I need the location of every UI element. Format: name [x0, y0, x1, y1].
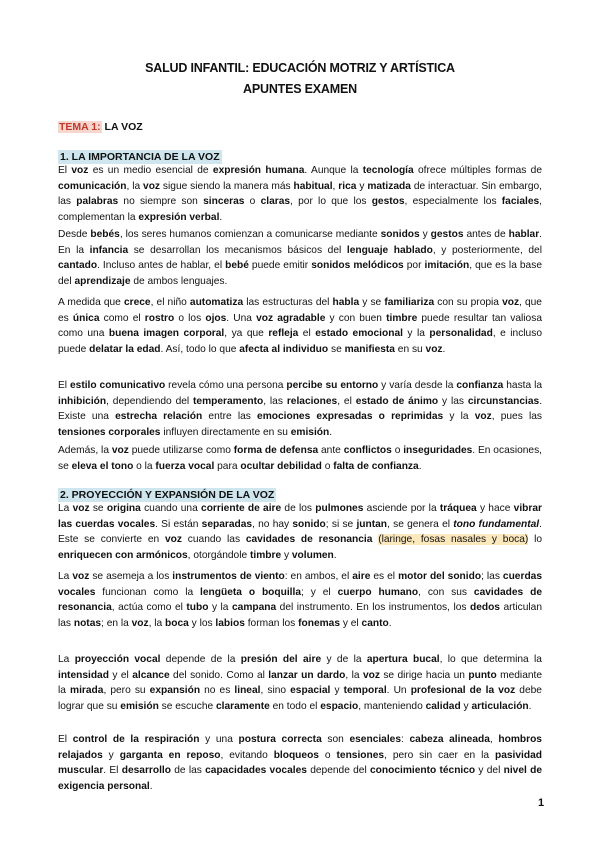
tema-title: LA VOZ	[101, 121, 143, 133]
text-run: , la	[126, 180, 144, 192]
text-run: .	[528, 700, 532, 712]
tema-heading	[58, 121, 143, 133]
text-run: . Existe una	[58, 395, 543, 423]
bold-term: percibe su entorno	[286, 380, 379, 391]
text-run: ofrece múltiples formas de	[413, 165, 542, 176]
text-run: de interactuar. Sin embargo, las	[58, 180, 542, 208]
bold-term: pulmones	[315, 503, 364, 514]
paragraph	[58, 443, 542, 474]
text-run: cuando una	[140, 503, 202, 514]
bold-term: aire	[352, 571, 371, 582]
text-run: y el	[340, 617, 362, 629]
bold-term: única	[72, 312, 100, 324]
bold-term: circunstancias	[467, 395, 540, 407]
bold-term: sinceras	[203, 196, 245, 208]
text-run: , pero sin caer en la	[384, 749, 495, 761]
text-run: , manteniendo	[358, 700, 426, 712]
text-run: , el	[337, 395, 356, 407]
bold-term: lenguaje hablado	[346, 244, 433, 256]
section-2-body	[58, 501, 542, 563]
section-1-body-5	[58, 443, 542, 474]
bold-term: instrumentos de viento	[172, 571, 285, 582]
bold-term: imitación	[424, 260, 470, 272]
text-run: del sonido. Como al	[169, 669, 269, 681]
document-subtitle: APUNTES EXAMEN	[243, 82, 357, 96]
text-run: y una	[199, 734, 239, 745]
text-run: .	[219, 211, 223, 223]
section-1-body-3	[58, 295, 542, 357]
bold-term: cavidades de resonancia	[58, 586, 542, 614]
text-run: El	[58, 380, 70, 391]
text-run: . Este se convierte en	[58, 518, 542, 546]
bold-term: estado emocional	[315, 328, 403, 340]
bold-term: voz agradable	[256, 312, 326, 324]
section-1-body-2	[58, 227, 542, 289]
bold-term: tensiones	[336, 749, 385, 761]
bold-term: claramente	[216, 700, 270, 712]
text-run: en todo el	[269, 700, 321, 712]
text-run: , e incluso puede	[58, 328, 542, 355]
text-run: antes de	[463, 229, 509, 240]
bold-term: aprendizaje	[74, 275, 131, 287]
paragraph	[58, 227, 542, 289]
bold-term: postura correcta	[238, 734, 322, 745]
bold-term: labios	[215, 617, 245, 629]
text-run: influyen directamente en su	[160, 426, 291, 438]
bold-term: origina	[106, 503, 141, 514]
bold-term: separadas	[201, 518, 253, 530]
text-run: se	[89, 503, 107, 514]
bold-term: eleva el tono	[71, 460, 134, 472]
text-run: , evitando	[220, 749, 274, 761]
text-run: , pero su	[103, 685, 150, 697]
bold-term: expresión verbal	[138, 211, 220, 223]
bold-term: voz	[425, 343, 443, 355]
text-run: y	[330, 685, 344, 697]
bold-term: hablar	[508, 229, 540, 240]
bold-term: canto	[361, 617, 389, 629]
text-run: o	[318, 749, 337, 761]
text-run: y el	[108, 669, 133, 681]
text-run: y	[281, 549, 292, 561]
text-run: de ambos lenguajes.	[130, 275, 228, 287]
bold-term: voz	[143, 180, 161, 192]
bold-term: pasividad muscular	[58, 749, 542, 777]
text-run: , se genera el	[387, 518, 454, 530]
bold-term: rostro	[144, 312, 175, 324]
text-run: El	[58, 165, 72, 176]
text-run: ; y el	[301, 586, 338, 598]
text-run: , los seres humanos comienzan a comunicarse mediante	[119, 229, 381, 240]
bold-term: cabeza alineada	[409, 734, 490, 745]
text-run: como el	[99, 312, 145, 324]
text-run: La	[58, 571, 73, 582]
bold-term: juntan	[356, 518, 388, 530]
bold-term: campana	[231, 602, 277, 614]
bold-term: voz	[71, 165, 89, 176]
bold-term: conocimiento técnico	[369, 765, 476, 777]
bold-term: enriquecen con armónicos	[58, 549, 188, 561]
text-run: y la	[402, 328, 430, 340]
text-run: mediante la	[58, 669, 543, 697]
text-run: y hace	[476, 503, 514, 514]
text-run: .	[388, 617, 392, 629]
text-run: : en ambos, el	[284, 571, 353, 582]
text-run: revela cómo una persona	[165, 380, 287, 391]
text-run: forman los	[244, 617, 299, 629]
text-run: y	[102, 749, 120, 761]
bold-term: dedos	[469, 602, 500, 614]
text-run: ; si se	[325, 518, 357, 530]
bold-term: vibrar las cuerdas vocales	[58, 503, 542, 530]
bold-term: fuerza vocal	[155, 460, 215, 472]
text-run: ,	[332, 180, 339, 192]
text-run: , las	[263, 395, 287, 407]
paragraph	[58, 732, 542, 794]
text-run: ante	[318, 445, 344, 456]
bold-term: lanzar un dardo	[268, 669, 346, 681]
text-run: .	[149, 780, 153, 792]
bold-term: familiariza	[384, 297, 435, 308]
text-run: , el niño	[150, 297, 190, 308]
text-run: , pues las	[491, 411, 542, 423]
section-1-title: 1. LA IMPORTANCIA DE LA VOZ	[60, 151, 220, 163]
text-run: lo	[528, 534, 542, 546]
bold-term: matizada	[367, 180, 411, 192]
bold-term: corriente de aire	[201, 503, 282, 514]
paragraph	[58, 569, 542, 631]
bold-term: cavidades de resonancia	[245, 534, 373, 546]
paragraph	[58, 501, 542, 563]
bold-term: expansión	[149, 685, 201, 697]
section-heading-1	[58, 151, 222, 163]
text-run: es un medio esencial de	[88, 165, 213, 176]
section-1-body-4	[58, 378, 542, 440]
bold-term: bloqueos	[273, 749, 319, 761]
bold-term: ocultar debilidad	[240, 460, 322, 472]
bold-term: fonemas	[298, 617, 341, 629]
text-run: Desde	[58, 229, 91, 240]
text-run: depende de la	[160, 654, 241, 665]
bold-term: voz	[72, 503, 90, 514]
bold-term: gestos	[371, 196, 405, 208]
bold-term: delatar la edad	[89, 343, 161, 355]
bold-term: bebés	[90, 229, 120, 240]
text-run: ; las	[481, 571, 503, 582]
bold-term: hombros relajados	[58, 734, 542, 761]
text-run: del instrumento. En los instrumentos, los	[276, 602, 470, 614]
bold-term: voz	[502, 297, 520, 308]
bold-term: voz	[362, 669, 380, 681]
bold-term: automatiza	[189, 297, 244, 308]
text-run: se dirige hacia un	[379, 669, 469, 681]
section-2-body-3	[58, 652, 542, 714]
bold-term: sonidos melódicos	[311, 260, 404, 272]
text-run: funcionan como la	[95, 586, 201, 598]
section-2-body-4	[58, 732, 542, 794]
bold-term: cuerpo humano	[337, 586, 419, 598]
bold-term: capacidades vocales	[205, 765, 307, 777]
tema-label: TEMA 1:	[59, 121, 101, 133]
text-run: y la	[443, 411, 475, 423]
bold-term: volumen	[291, 549, 334, 561]
bold-term: habla	[332, 297, 360, 308]
bold-term: habitual	[293, 180, 333, 192]
text-run: y la	[208, 602, 232, 614]
text-run: debe lograr que su	[58, 685, 542, 712]
text-run: y se	[359, 297, 385, 308]
bold-term: alcance	[132, 669, 170, 681]
text-run: , sino	[260, 685, 291, 697]
bold-term: lineal	[234, 685, 261, 697]
bold-term: articulación	[471, 700, 529, 712]
paragraph	[58, 378, 542, 440]
bold-term: calidad	[425, 700, 461, 712]
bold-term: espacial	[290, 685, 331, 697]
text-run: son	[321, 734, 350, 745]
text-run: , y posteriormente, del	[432, 244, 542, 256]
bold-term: tubo	[186, 602, 209, 614]
text-run: y los	[188, 617, 216, 629]
bold-term: garganta en reposo	[119, 749, 221, 761]
text-run: , por lo que los	[290, 196, 372, 208]
section-2-title: 2. PROYECCIÓN Y EXPANSIÓN DE LA VOZ	[60, 489, 275, 501]
bold-term: voz	[165, 534, 182, 546]
bold-term: control de la respiración	[72, 734, 200, 745]
bold-term: estado de ánimo	[355, 395, 439, 407]
text-run: .	[418, 460, 422, 472]
text-run: La	[58, 503, 73, 514]
text-run: las estructuras del	[243, 297, 333, 308]
text-run: y de la	[321, 654, 367, 665]
document-title: SALUD INFANTIL: EDUCACIÓN MOTRIZ Y ARTÍSTICA	[145, 61, 455, 75]
bold-term: esenciales	[349, 734, 402, 745]
bold-term: inhibición	[58, 395, 107, 407]
bold-term: cantado	[58, 260, 98, 272]
text-run: , actúa como el	[111, 602, 187, 614]
text-run: , la	[345, 669, 363, 681]
text-run: , con sus	[418, 586, 474, 598]
bold-term: timbre	[249, 549, 282, 561]
text-run: es el	[370, 571, 399, 582]
text-run: o	[321, 460, 334, 472]
page-number: 1	[538, 797, 545, 809]
text-run: , que es la base del	[58, 260, 542, 287]
bold-term: lengüeta o boquilla	[200, 586, 302, 598]
bold-term: presión del aire	[240, 654, 322, 665]
text-run: para	[214, 460, 241, 472]
bold-term: cuerdas vocales	[58, 571, 542, 598]
text-run: y	[460, 700, 472, 712]
bold-term: rica	[338, 180, 357, 192]
text-run: o los	[174, 312, 206, 324]
section-1-body	[58, 163, 542, 225]
bold-term: timbre	[386, 312, 418, 324]
text-run: , ya que	[224, 328, 269, 340]
bold-term: palabras	[76, 196, 119, 208]
text-run: articulan las	[58, 602, 542, 629]
text-run: por	[403, 260, 425, 272]
text-run: se	[328, 343, 345, 355]
text-run: y las	[438, 395, 468, 407]
paragraph	[58, 163, 542, 225]
text-run: , no hay	[252, 518, 293, 530]
bold-term: ojos	[205, 312, 227, 324]
text-run: depende del	[306, 765, 370, 777]
text-run: de los	[281, 503, 316, 514]
bold-term: bebé	[225, 260, 249, 272]
bold-term: relaciones	[286, 395, 338, 407]
bold-term: sonidos	[380, 229, 420, 240]
bold-term: refleja	[268, 328, 299, 340]
bold-term: buena imagen corporal	[108, 328, 225, 340]
bold-term: tono fundamental	[453, 518, 540, 530]
text-run: .	[329, 426, 333, 438]
text-run: el	[298, 328, 316, 340]
text-run: . Aunque la	[304, 165, 363, 176]
bold-term: manifiesta	[344, 343, 395, 355]
text-run: entre las	[202, 411, 258, 423]
bold-term: tensiones corporales	[58, 426, 161, 438]
bold-term: claras	[260, 196, 291, 208]
text-run: y	[419, 229, 431, 240]
text-run: o	[391, 445, 404, 456]
text-run: hasta la	[503, 380, 543, 391]
text-run: .	[442, 343, 446, 355]
text-run: no siempre son	[118, 196, 204, 208]
bold-term: expresión humana	[212, 165, 305, 176]
bold-term: espacio	[320, 700, 359, 712]
bold-term: faciales	[501, 196, 540, 208]
bold-term: temperamento	[193, 395, 264, 407]
bold-term: intensidad	[58, 669, 109, 681]
text-run: o	[244, 196, 261, 208]
bold-term: punto	[468, 669, 497, 681]
text-run: y del	[475, 765, 504, 777]
bold-term: inseguridades	[403, 445, 473, 456]
text-run: , dependiendo del	[106, 395, 194, 407]
text-run: A medida que	[58, 297, 124, 308]
bold-term: afecta al individuo	[239, 343, 329, 355]
bold-term: voz	[72, 571, 90, 582]
text-run: . El	[103, 765, 122, 777]
text-run: . Si están	[155, 518, 202, 530]
text-run: de las	[170, 765, 206, 777]
text-run: . En ocasiones, se	[58, 445, 543, 472]
text-run: ,	[489, 734, 499, 745]
bold-term: desarrollo	[121, 765, 171, 777]
bold-term: voz	[474, 411, 492, 423]
highlighted-text: (laringe, fosas nasales y boca)	[378, 534, 529, 546]
bold-term: emisión	[120, 700, 159, 712]
text-run: y con buen	[325, 312, 387, 324]
text-run: puede resultar tan valiosa como una	[58, 312, 542, 340]
paragraph	[58, 652, 542, 714]
text-run: se desarrollan los mecanismos básicos del	[128, 244, 347, 256]
text-run: . Una	[226, 312, 257, 324]
bold-term: emociones expresadas o reprimidas	[257, 411, 444, 423]
text-run: La	[58, 654, 75, 665]
bold-term: profesional de la voz	[410, 685, 516, 697]
bold-term: crece	[123, 297, 151, 308]
text-run: puede utilizarse como	[128, 445, 234, 456]
text-run: . Un	[386, 685, 411, 697]
bold-term: voz	[131, 617, 149, 629]
text-run: no es	[200, 685, 235, 697]
text-run: y	[356, 180, 368, 192]
bold-term: conflictos	[343, 445, 392, 456]
bold-term: temporal	[343, 685, 387, 697]
bold-term: confianza	[456, 380, 504, 391]
bold-term: gestos	[430, 229, 464, 240]
bold-term: motor del sonido	[398, 571, 482, 582]
text-run: se asemeja a los	[89, 571, 173, 582]
text-run: o la	[133, 460, 156, 472]
text-run: , la	[148, 617, 166, 629]
bold-term: tecnología	[362, 165, 414, 176]
text-run: . Incluso antes de hablar, el	[97, 260, 226, 272]
bold-term: estrecha relación	[115, 411, 203, 423]
text-run: , otorgándole	[187, 549, 250, 561]
bold-term: personalidad	[429, 328, 493, 340]
text-run: asciende por la	[363, 503, 440, 514]
text-run: El	[58, 734, 73, 745]
text-run: puede emitir	[248, 260, 312, 272]
bold-term: emisión	[290, 426, 330, 438]
section-heading-2	[58, 489, 276, 501]
text-run: :	[401, 734, 410, 745]
text-run: en su	[394, 343, 426, 355]
text-run: , lo que determina la	[439, 654, 542, 665]
bold-term: falta de confianza	[333, 460, 419, 472]
bold-term: proyección vocal	[74, 654, 161, 665]
text-run: , especialmente los	[404, 196, 502, 208]
bold-term: voz	[111, 445, 129, 456]
text-run: . Así, todo lo que	[160, 343, 240, 355]
text-run: sigue siendo la manera más	[160, 180, 294, 192]
bold-term: mirada	[70, 685, 104, 697]
text-run: cuando las	[182, 534, 246, 546]
text-run: Además, la	[58, 445, 112, 456]
bold-term: apertura bucal	[366, 654, 440, 665]
text-run: , que es	[58, 297, 542, 324]
bold-term: infancia	[89, 244, 129, 256]
bold-term: comunicación	[58, 180, 127, 192]
text-run: , complementan la	[58, 196, 543, 223]
text-run: .	[333, 549, 337, 561]
text-run: se escuche	[158, 700, 216, 712]
paragraph	[58, 295, 542, 357]
bold-term: forma de defensa	[233, 445, 319, 456]
bold-term: nivel de exigencia personal	[58, 765, 542, 792]
text-run: . En la	[58, 229, 543, 256]
bold-term: sonido	[292, 518, 326, 530]
bold-term: estilo comunicativo	[70, 380, 166, 391]
text-run: con su propia	[434, 297, 503, 308]
text-run: ; en la	[101, 617, 132, 629]
bold-term: boca	[165, 617, 189, 629]
bold-term: tráquea	[439, 503, 477, 514]
section-2-body-2	[58, 569, 542, 631]
text-run: y varía desde la	[378, 380, 457, 391]
bold-term: notas	[73, 617, 102, 629]
